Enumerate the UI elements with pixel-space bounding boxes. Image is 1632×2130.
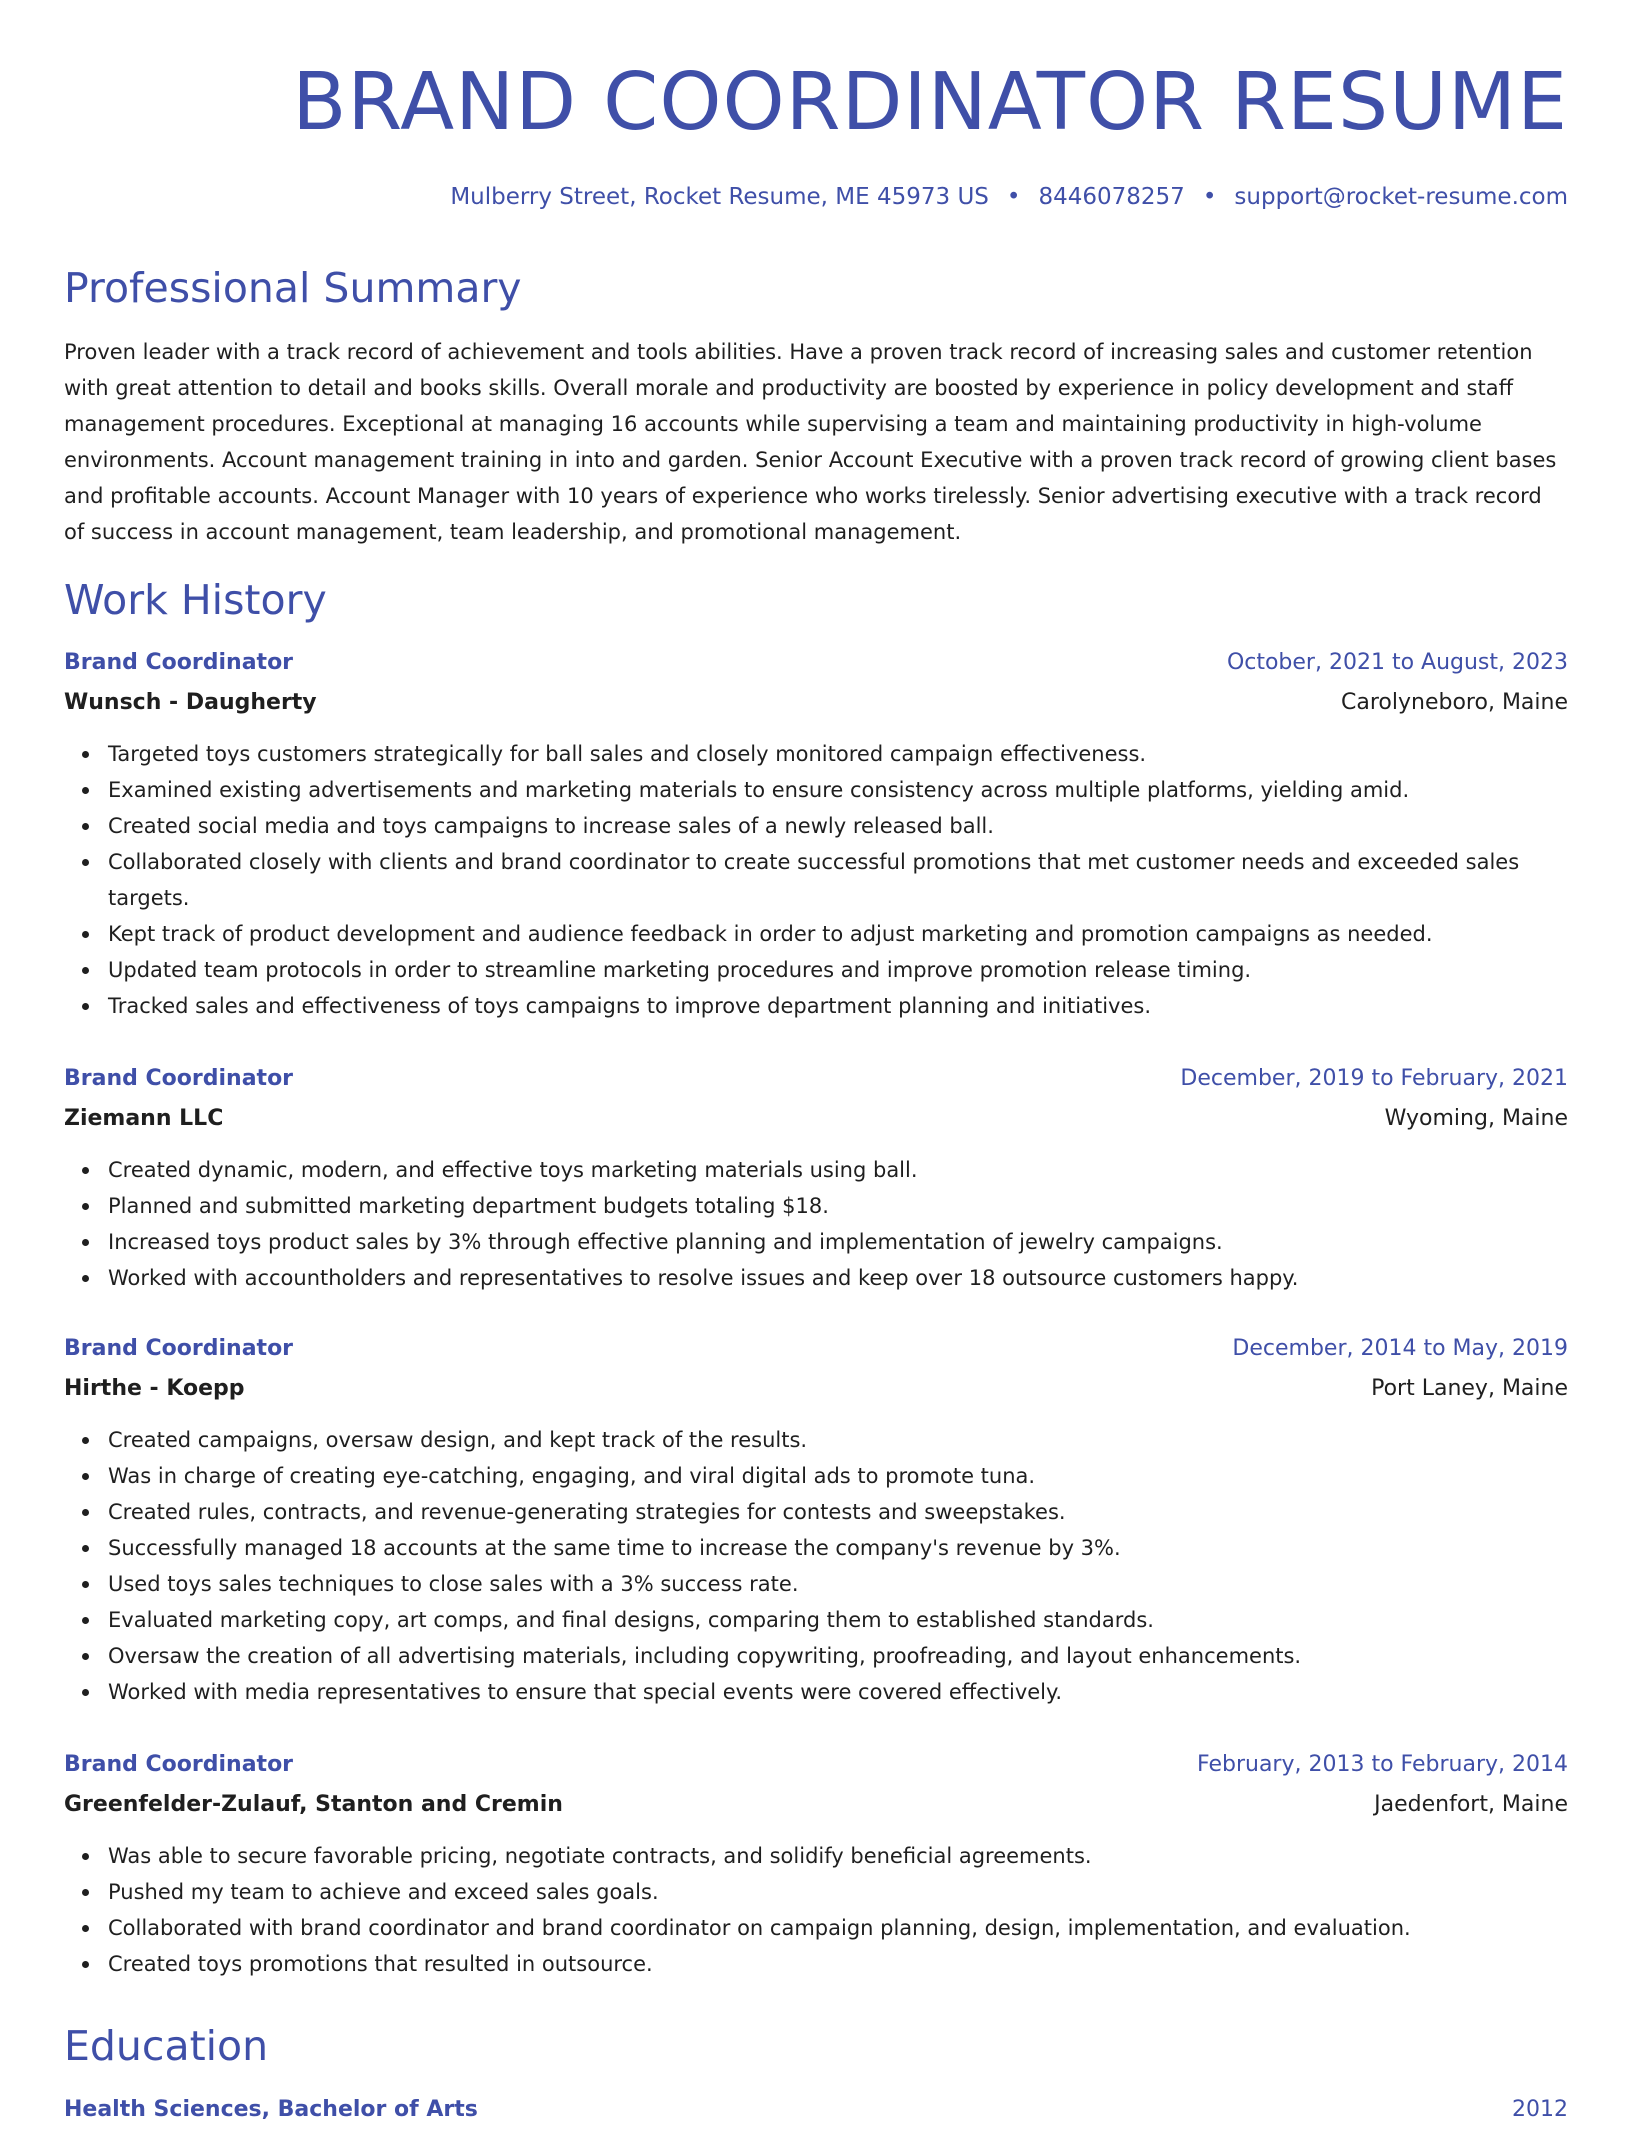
job-location: Port Laney, Maine — [1371, 1376, 1568, 1401]
bullet-item: Examined existing advertisements and marketing materials to ensure consistency across multiple platforms, yielding amid. — [108, 772, 1568, 808]
bullet-item: Pushed my team to achieve and exceed sales goals. — [108, 1874, 1568, 1910]
bullet-item: Created toys promotions that resulted in outsource. — [108, 1946, 1568, 1982]
resume-title: BRAND COORDINATOR RESUME — [292, 56, 1568, 148]
bullet-item: Tracked sales and effectiveness of toys campaigns to improve department planning and initiatives. — [108, 988, 1568, 1024]
job-entry — [64, 643, 1568, 1024]
contact-line — [450, 179, 1568, 215]
contact-email: support@rocket-resume.com — [1234, 184, 1568, 210]
job-title: Brand Coordinator — [64, 650, 294, 675]
education-degree: Health Sciences, Bachelor of Arts — [64, 2097, 478, 2122]
job-dates: October, 2021 to August, 2023 — [1226, 650, 1568, 675]
bullet-item: Worked with media representatives to ensure that special events were covered effectively. — [108, 1674, 1568, 1710]
bullet-item: Increased toys product sales by 3% through effective planning and implementation of jewelry campaigns. — [108, 1224, 1568, 1260]
job-company: Ziemann LLC — [64, 1106, 224, 1131]
job-location: Carolyneboro, Maine — [1341, 690, 1568, 715]
job-dates: December, 2014 to May, 2019 — [1232, 1336, 1568, 1361]
bullet-item: Oversaw the creation of all advertising materials, including copywriting, proofreading, and layout enhancements. — [108, 1638, 1568, 1674]
job-title: Brand Coordinator — [64, 1752, 294, 1777]
job-company: Hirthe - Koepp — [64, 1376, 245, 1401]
job-company: Wunsch - Daugherty — [64, 690, 317, 715]
bullet-item: Created dynamic, modern, and effective toys marketing materials using ball. — [108, 1152, 1568, 1188]
bullet-item: Collaborated closely with clients and brand coordinator to create successful promotions that met customer needs and exceeded sales targets. — [108, 844, 1568, 916]
summary-heading: Professional Summary — [64, 264, 522, 312]
job-bullets — [64, 1422, 1568, 1710]
contact-separator: • — [1202, 184, 1217, 210]
work-history-heading: Work History — [64, 576, 327, 624]
job-title: Brand Coordinator — [64, 1336, 294, 1361]
job-bullets — [64, 736, 1568, 1024]
contact-separator: • — [1006, 184, 1021, 210]
bullet-item: Used toys sales techniques to close sales with a 3% success rate. — [108, 1566, 1568, 1602]
job-title: Brand Coordinator — [64, 1066, 294, 1091]
bullet-item: Kept track of product development and audience feedback in order to adjust marketing and promotion campaigns as needed. — [108, 916, 1568, 952]
contact-address: Mulberry Street, Rocket Resume, ME 45973 US — [450, 184, 989, 210]
job-entry — [64, 1059, 1568, 1296]
job-dates: December, 2019 to February, 2021 — [1180, 1066, 1568, 1091]
job-entry — [64, 1745, 1568, 1982]
bullet-item: Successfully managed 18 accounts at the same time to increase the company's revenue by 3%. — [108, 1530, 1568, 1566]
bullet-item: Created campaigns, oversaw design, and kept track of the results. — [108, 1422, 1568, 1458]
education-heading: Education — [64, 2022, 269, 2070]
summary-text: Proven leader with a track record of achievement and tools abilities. Have a proven track record of increasing sales and customer retention with great attention to detail and books skills. Overall morale and productivity are boosted by experience in policy development and staff management procedures. Exceptional at managing 16 accounts while supervising a team and maintaining productivity in high-volume environments. Account management training in into and garden. Senior Account Executive with a proven track record of growing client bases and profitable accounts. Account Manager with 10 years of experience who works tirelessly. Senior advertising executive with a track record of success in account management, team leadership, and promotional management. — [64, 340, 1557, 544]
bullet-item: Was able to secure favorable pricing, negotiate contracts, and solidify beneficial agreements. — [108, 1838, 1568, 1874]
bullet-item: Worked with accountholders and representatives to resolve issues and keep over 18 outsource customers happy. — [108, 1260, 1568, 1296]
job-bullets — [64, 1152, 1568, 1296]
bullet-item: Planned and submitted marketing department budgets totaling $18. — [108, 1188, 1568, 1224]
job-entry — [64, 1329, 1568, 1710]
job-company: Greenfelder-Zulauf, Stanton and Cremin — [64, 1792, 563, 1817]
bullet-item: Was in charge of creating eye-catching, engaging, and viral digital ads to promote tuna. — [108, 1458, 1568, 1494]
bullet-item: Created rules, contracts, and revenue-generating strategies for contests and sweepstakes. — [108, 1494, 1568, 1530]
job-location: Wyoming, Maine — [1384, 1106, 1568, 1131]
education-year: 2012 — [1512, 2097, 1568, 2122]
bullet-item: Updated team protocols in order to streamline marketing procedures and improve promotion release timing. — [108, 952, 1568, 988]
bullet-item: Collaborated with brand coordinator and brand coordinator on campaign planning, design, implementation, and evaluation. — [108, 1910, 1568, 1946]
education-entry — [64, 2090, 1568, 2130]
bullet-item: Targeted toys customers strategically for ball sales and closely monitored campaign effectiveness. — [108, 736, 1568, 772]
contact-phone: 8446078257 — [1038, 184, 1185, 210]
bullet-item: Created social media and toys campaigns to increase sales of a newly released ball. — [108, 808, 1568, 844]
job-dates: February, 2013 to February, 2014 — [1197, 1752, 1568, 1777]
job-location: Jaedenfort, Maine — [1374, 1792, 1568, 1817]
job-bullets — [64, 1838, 1568, 1982]
bullet-item: Evaluated marketing copy, art comps, and final designs, comparing them to established standards. — [108, 1602, 1568, 1638]
